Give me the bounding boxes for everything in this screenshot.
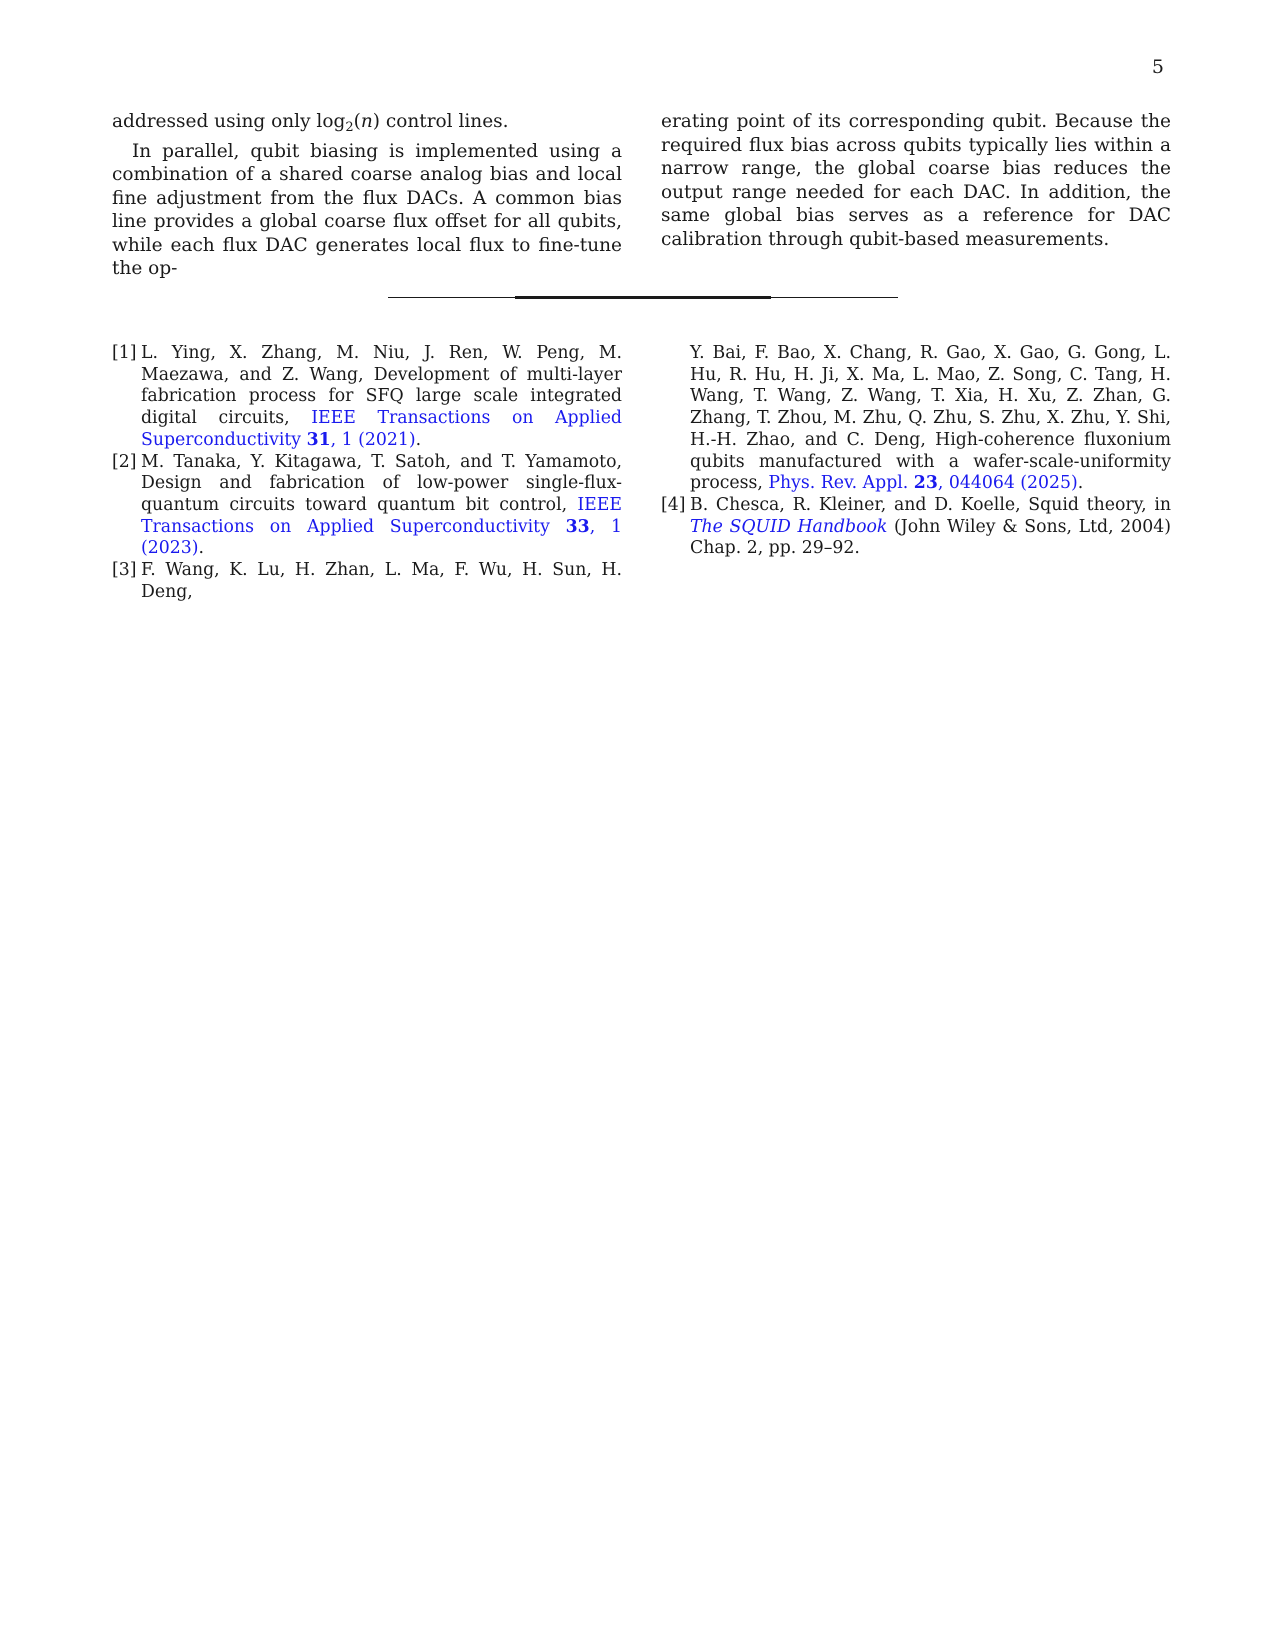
- reference-link[interactable]: The SQUID Handbook: [690, 516, 888, 537]
- reference-continuation: Y. Bai, F. Bao, X. Chang, R. Gao, X. Gao, G. Gong, L. Hu, R. Hu, H. Ji, X. Ma, L. Mao, Z. Song, C. Tang, H. Wang, T. Wang, Z. Wang, T. Xia, H. Xu, Z. Zhan, G. Zhang, T. Zhou, M. Zhu, Q. Zhu, S. Zhu, X. Zhu, Y. Shi, H.-H. Zhao, and C. Deng, High-coherence fluxonium qubits manufactured with a wafer-scale-uniformity process, Phys. Rev. Appl. 23, 044064 (2025).: [690, 343, 1171, 494]
- body-paragraph: erating point of its corresponding qubit. Because the required flux bias across qubits typically lies within a narrow range, the global coarse bias reduces the output range needed for each DAC. In addition, the same global bias serves as a reference for DAC calibration through qubit-based measurements.: [661, 111, 1171, 250]
- reference-item: [2] M. Tanaka, Y. Kitagawa, T. Satoh, and T. Yamamoto, Design and fabrication of low-power single-flux-quantum circuits toward quantum bit control, IEEE Transactions on Applied Superconductivity 33, 1 (2023).: [112, 451, 622, 559]
- reference-item: [3] F. Wang, K. Lu, H. Zhan, L. Ma, F. Wu, H. Sun, H. Deng,: [112, 560, 622, 602]
- references-right-column: [661, 343, 1171, 560]
- page-number: 5: [1151, 56, 1164, 78]
- body-paragraph: In parallel, qubit biasing is implemented using a combination of a shared coarse analog bias and local fine adjustment from the flux DACs. A common bias line provides a global coarse flux offset for all qubits, while each flux DAC generates local flux to fine-tune the op-: [112, 140, 622, 279]
- reference-number: [4]: [661, 494, 686, 515]
- reference-number: [2]: [112, 451, 137, 472]
- reference-item: [4] B. Chesca, R. Kleiner, and D. Koelle, Squid theory, in The SQUID Handbook (John Wiley & Sons, Ltd, 2004) Chap. 2, pp. 29–92.: [661, 494, 1171, 559]
- section-separator-thick: [515, 296, 771, 299]
- references-left-column: [112, 343, 622, 603]
- reference-number: [3]: [112, 560, 137, 581]
- reference-link[interactable]: IEEE Transactions on Applied Superconductivity 33, 1 (2023): [141, 494, 622, 559]
- reference-number: [1]: [112, 343, 137, 363]
- reference-link[interactable]: Phys. Rev. Appl. 23, 044064 (2025): [768, 473, 1078, 494]
- reference-item: [1] L. Ying, X. Zhang, M. Niu, J. Ren, W. Peng, M. Maezawa, and Z. Wang, Development of multi-layer fabrication process for SFQ large scale integrated digital circuits, IEEE Transactions on Applied Superconductivity 31, 1 (2021).: [112, 343, 622, 450]
- body-line: addressed using only $\log_2(n)$ control lines.: [112, 111, 509, 135]
- body-right-column: [661, 110, 1171, 251]
- body-left-column: [112, 110, 622, 281]
- reference-link[interactable]: IEEE Transactions on Applied Superconductivity 31, 1 (2021): [141, 408, 622, 450]
